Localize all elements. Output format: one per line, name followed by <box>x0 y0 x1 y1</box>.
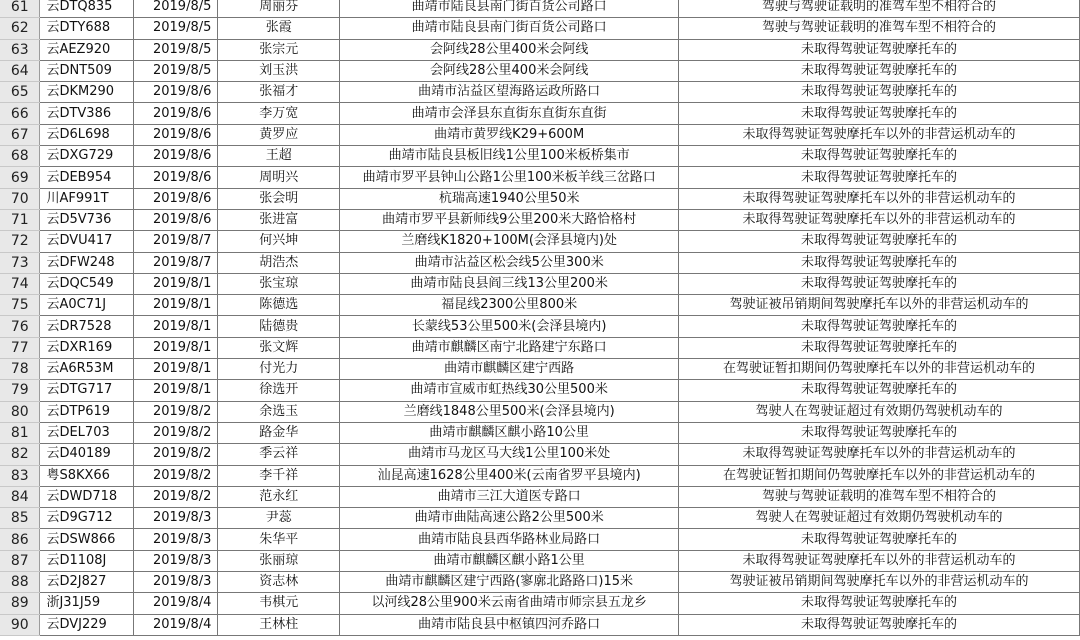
driver-name-cell[interactable]: 张宝琼 <box>218 273 340 294</box>
row-header[interactable]: 85 <box>0 508 40 529</box>
driver-name-cell[interactable]: 张会明 <box>218 188 340 209</box>
row-header[interactable]: 67 <box>0 124 40 145</box>
location-cell[interactable]: 曲靖市麒麟区麒小路1公里 <box>340 550 679 571</box>
violation-cell[interactable]: 未取得驾驶证驾驶摩托车的 <box>679 422 1080 443</box>
violation-cell[interactable]: 未取得驾驶证驾驶摩托车的 <box>679 60 1080 81</box>
location-cell[interactable]: 曲靖市黄罗线K29+600M <box>340 124 679 145</box>
row-header[interactable]: 68 <box>0 146 40 167</box>
date-cell[interactable]: 2019/8/6 <box>134 167 218 188</box>
driver-name-cell[interactable]: 尹蕊 <box>218 508 340 529</box>
location-cell[interactable]: 曲靖市陆良县南门街百货公司路口 <box>340 0 679 18</box>
driver-name-cell[interactable]: 资志林 <box>218 572 340 593</box>
row-header[interactable]: 77 <box>0 337 40 358</box>
date-cell[interactable]: 2019/8/4 <box>134 614 218 635</box>
violation-cell[interactable]: 驾驶人在驾驶证超过有效期仍驾驶机动车的 <box>679 508 1080 529</box>
location-cell[interactable]: 曲靖市陆良县中枢镇四河乔路口 <box>340 614 679 635</box>
table-row <box>0 231 1080 252</box>
location-cell[interactable]: 曲靖市沾益区松会线5公里300米 <box>340 252 679 273</box>
driver-name-cell[interactable]: 徐选开 <box>218 380 340 401</box>
location-cell[interactable]: 曲靖市麒麟区南宁北路建宁东路口 <box>340 337 679 358</box>
date-cell[interactable]: 2019/8/3 <box>134 550 218 571</box>
table-row <box>0 124 1080 145</box>
driver-name-cell[interactable]: 周明兴 <box>218 167 340 188</box>
row-header[interactable]: 66 <box>0 103 40 124</box>
location-cell[interactable]: 会阿线28公里400米会阿线 <box>340 60 679 81</box>
location-cell[interactable]: 曲靖市罗平县钟山公路1公里100米板羊线三岔路口 <box>340 167 679 188</box>
table-row <box>0 188 1080 209</box>
table-row <box>0 209 1080 230</box>
table-row <box>0 444 1080 465</box>
violation-cell[interactable]: 驾驶证被吊销期间驾驶摩托车以外的非营运机动车的 <box>679 572 1080 593</box>
driver-name-cell[interactable]: 韦棋元 <box>218 593 340 614</box>
location-cell[interactable]: 曲靖市麒麟区建宁西路 <box>340 359 679 380</box>
row-header[interactable]: 87 <box>0 550 40 571</box>
driver-name-cell[interactable]: 李万宽 <box>218 103 340 124</box>
driver-name-cell[interactable]: 陆德贵 <box>218 316 340 337</box>
location-cell[interactable]: 曲靖市麒麟区建宁西路(寥廓北路路口)15米 <box>340 572 679 593</box>
row-header[interactable]: 72 <box>0 231 40 252</box>
row-header[interactable]: 79 <box>0 380 40 401</box>
date-cell[interactable]: 2019/8/7 <box>134 252 218 273</box>
driver-name-cell[interactable]: 付光力 <box>218 359 340 380</box>
date-cell[interactable]: 2019/8/6 <box>134 124 218 145</box>
plate-cell[interactable]: 云DTG717 <box>40 380 134 401</box>
plate-cell[interactable]: 云DWD718 <box>40 486 134 507</box>
driver-name-cell[interactable]: 路金华 <box>218 422 340 443</box>
driver-name-cell[interactable]: 胡浩杰 <box>218 252 340 273</box>
location-cell[interactable]: 汕昆高速1628公里400米(云南省罗平县境内) <box>340 465 679 486</box>
row-header[interactable]: 83 <box>0 465 40 486</box>
driver-name-cell[interactable]: 李千祥 <box>218 465 340 486</box>
row-header[interactable]: 88 <box>0 572 40 593</box>
violation-cell[interactable]: 未取得驾驶证驾驶摩托车以外的非营运机动车的 <box>679 444 1080 465</box>
plate-cell[interactable]: 云A6R53M <box>40 359 134 380</box>
plate-cell[interactable]: 云D1108J <box>40 550 134 571</box>
location-cell[interactable]: 以河线28公里900米云南省曲靖市师宗县五龙乡 <box>340 593 679 614</box>
plate-cell[interactable]: 云DKM290 <box>40 82 134 103</box>
violation-cell[interactable]: 未取得驾驶证驾驶摩托车的 <box>679 529 1080 550</box>
location-cell[interactable]: 曲靖市三江大道医专路口 <box>340 486 679 507</box>
plate-cell[interactable]: 云DTV386 <box>40 103 134 124</box>
violation-cell[interactable]: 未取得驾驶证驾驶摩托车以外的非营运机动车的 <box>679 188 1080 209</box>
driver-name-cell[interactable]: 张丽琼 <box>218 550 340 571</box>
date-cell[interactable]: 2019/8/1 <box>134 316 218 337</box>
driver-name-cell[interactable]: 张霞 <box>218 18 340 39</box>
date-cell[interactable]: 2019/8/2 <box>134 465 218 486</box>
plate-cell[interactable]: 云D40189 <box>40 444 134 465</box>
table-row <box>0 401 1080 422</box>
violation-cell[interactable]: 驾驶证被吊销期间驾驶摩托车以外的非营运机动车的 <box>679 295 1080 316</box>
plate-cell[interactable]: 云D5V736 <box>40 209 134 230</box>
plate-cell[interactable]: 粤S8KX66 <box>40 465 134 486</box>
violation-cell[interactable]: 未取得驾驶证驾驶摩托车的 <box>679 273 1080 294</box>
row-header[interactable]: 78 <box>0 359 40 380</box>
row-header[interactable]: 75 <box>0 295 40 316</box>
plate-cell[interactable]: 云A0C71J <box>40 295 134 316</box>
plate-cell[interactable]: 云DR7528 <box>40 316 134 337</box>
date-cell[interactable]: 2019/8/5 <box>134 39 218 60</box>
date-cell[interactable]: 2019/8/2 <box>134 401 218 422</box>
row-header[interactable]: 74 <box>0 273 40 294</box>
plate-cell[interactable]: 云DFW248 <box>40 252 134 273</box>
violation-cell[interactable]: 未取得驾驶证驾驶摩托车的 <box>679 614 1080 635</box>
violation-cell[interactable]: 未取得驾驶证驾驶摩托车的 <box>679 252 1080 273</box>
date-cell[interactable]: 2019/8/3 <box>134 508 218 529</box>
plate-cell[interactable]: 云AEZ920 <box>40 39 134 60</box>
driver-name-cell[interactable]: 王超 <box>218 146 340 167</box>
table-row <box>0 359 1080 380</box>
plate-cell[interactable]: 云DVJ229 <box>40 614 134 635</box>
date-cell[interactable]: 2019/8/1 <box>134 359 218 380</box>
violation-cell[interactable]: 未取得驾驶证驾驶摩托车的 <box>679 167 1080 188</box>
violation-cell[interactable]: 驾驶与驾驶证载明的准驾车型不相符合的 <box>679 18 1080 39</box>
table-row <box>0 316 1080 337</box>
table-row <box>0 508 1080 529</box>
driver-name-cell[interactable]: 张文辉 <box>218 337 340 358</box>
driver-name-cell[interactable]: 余选玉 <box>218 401 340 422</box>
row-header[interactable]: 62 <box>0 18 40 39</box>
location-cell[interactable]: 曲靖市陆良县阎三线13公里200米 <box>340 273 679 294</box>
row-header[interactable]: 90 <box>0 614 40 635</box>
plate-cell[interactable]: 云DEB954 <box>40 167 134 188</box>
table-row <box>0 18 1080 39</box>
driver-name-cell[interactable]: 季云祥 <box>218 444 340 465</box>
plate-cell[interactable]: 云DEL703 <box>40 422 134 443</box>
location-cell[interactable]: 长蒙线53公里500米(会泽县境内) <box>340 316 679 337</box>
plate-cell[interactable]: 云DTP619 <box>40 401 134 422</box>
plate-cell[interactable]: 云DTQ835 <box>40 0 134 18</box>
date-cell[interactable]: 2019/8/3 <box>134 529 218 550</box>
table-row <box>0 60 1080 81</box>
table-row <box>0 103 1080 124</box>
location-cell[interactable]: 曲靖市宣威市虹热线30公里500米 <box>340 380 679 401</box>
date-cell[interactable]: 2019/8/2 <box>134 486 218 507</box>
table-row <box>0 572 1080 593</box>
date-cell[interactable]: 2019/8/4 <box>134 593 218 614</box>
plate-cell[interactable]: 云DXR169 <box>40 337 134 358</box>
table-row <box>0 614 1080 635</box>
table-row <box>0 550 1080 571</box>
driver-name-cell[interactable]: 刘玉洪 <box>218 60 340 81</box>
plate-cell[interactable]: 云DSW866 <box>40 529 134 550</box>
violation-cell[interactable]: 未取得驾驶证驾驶摩托车的 <box>679 380 1080 401</box>
table-row <box>0 167 1080 188</box>
location-cell[interactable]: 会阿线28公里400米会阿线 <box>340 39 679 60</box>
table-row <box>0 295 1080 316</box>
row-header[interactable]: 71 <box>0 209 40 230</box>
table-row <box>0 0 1080 18</box>
plate-cell[interactable]: 云DVU417 <box>40 231 134 252</box>
violation-cell[interactable]: 未取得驾驶证驾驶摩托车的 <box>679 593 1080 614</box>
date-cell[interactable]: 2019/8/1 <box>134 295 218 316</box>
location-cell[interactable]: 曲靖市曲陆高速公路2公里500米 <box>340 508 679 529</box>
row-header[interactable]: 70 <box>0 188 40 209</box>
table-row <box>0 465 1080 486</box>
driver-name-cell[interactable]: 朱华平 <box>218 529 340 550</box>
row-header[interactable]: 81 <box>0 422 40 443</box>
violation-cell[interactable]: 未取得驾驶证驾驶摩托车的 <box>679 103 1080 124</box>
table-row <box>0 486 1080 507</box>
row-header[interactable]: 76 <box>0 316 40 337</box>
table-row <box>0 252 1080 273</box>
plate-cell[interactable]: 云D2J827 <box>40 572 134 593</box>
row-header[interactable]: 63 <box>0 39 40 60</box>
table-row <box>0 422 1080 443</box>
violation-cell[interactable]: 在驾驶证暂扣期间仍驾驶摩托车以外的非营运机动车的 <box>679 465 1080 486</box>
table-row <box>0 39 1080 60</box>
date-cell[interactable]: 2019/8/7 <box>134 231 218 252</box>
location-cell[interactable]: 曲靖市罗平县新师线9公里200米大路恰格村 <box>340 209 679 230</box>
plate-cell[interactable]: 川AF991T <box>40 188 134 209</box>
driver-name-cell[interactable]: 王林柱 <box>218 614 340 635</box>
date-cell[interactable]: 2019/8/1 <box>134 337 218 358</box>
date-cell[interactable]: 2019/8/6 <box>134 103 218 124</box>
location-cell[interactable]: 曲靖市陆良县板旧线1公里100米板桥集市 <box>340 146 679 167</box>
violation-cell[interactable]: 驾驶与驾驶证载明的准驾车型不相符合的 <box>679 0 1080 18</box>
date-cell[interactable]: 2019/8/5 <box>134 0 218 18</box>
driver-name-cell[interactable]: 陈德选 <box>218 295 340 316</box>
violation-cell[interactable]: 驾驶与驾驶证载明的准驾车型不相符合的 <box>679 486 1080 507</box>
driver-name-cell[interactable]: 黄罗应 <box>218 124 340 145</box>
location-cell[interactable]: 曲靖市会泽县东直街东直街东直街 <box>340 103 679 124</box>
row-header[interactable]: 82 <box>0 444 40 465</box>
row-header[interactable]: 89 <box>0 593 40 614</box>
violation-cell[interactable]: 驾驶人在驾驶证超过有效期仍驾驶机动车的 <box>679 401 1080 422</box>
plate-cell[interactable]: 云DQC549 <box>40 273 134 294</box>
plate-cell[interactable]: 云D9G712 <box>40 508 134 529</box>
driver-name-cell[interactable]: 周丽芬 <box>218 0 340 18</box>
row-header[interactable]: 73 <box>0 252 40 273</box>
violation-cell[interactable]: 未取得驾驶证驾驶摩托车以外的非营运机动车的 <box>679 209 1080 230</box>
violation-cell[interactable]: 未取得驾驶证驾驶摩托车以外的非营运机动车的 <box>679 124 1080 145</box>
date-cell[interactable]: 2019/8/5 <box>134 60 218 81</box>
date-cell[interactable]: 2019/8/6 <box>134 209 218 230</box>
driver-name-cell[interactable]: 张宗元 <box>218 39 340 60</box>
location-cell[interactable]: 曲靖市陆良县西华路林业局路口 <box>340 529 679 550</box>
violation-cell[interactable]: 未取得驾驶证驾驶摩托车的 <box>679 82 1080 103</box>
violation-cell[interactable]: 未取得驾驶证驾驶摩托车的 <box>679 39 1080 60</box>
date-cell[interactable]: 2019/8/6 <box>134 188 218 209</box>
table-row <box>0 380 1080 401</box>
row-header[interactable]: 86 <box>0 529 40 550</box>
driver-name-cell[interactable]: 张福才 <box>218 82 340 103</box>
plate-cell[interactable]: 云D6L698 <box>40 124 134 145</box>
date-cell[interactable]: 2019/8/2 <box>134 444 218 465</box>
table-row <box>0 593 1080 614</box>
location-cell[interactable]: 曲靖市马龙区马大线1公里100米处 <box>340 444 679 465</box>
date-cell[interactable]: 2019/8/5 <box>134 18 218 39</box>
violation-cell[interactable]: 未取得驾驶证驾驶摩托车以外的非营运机动车的 <box>679 550 1080 571</box>
date-cell[interactable]: 2019/8/6 <box>134 146 218 167</box>
location-cell[interactable]: 杭瑞高速1940公里50米 <box>340 188 679 209</box>
violation-cell[interactable]: 未取得驾驶证驾驶摩托车的 <box>679 231 1080 252</box>
date-cell[interactable]: 2019/8/2 <box>134 422 218 443</box>
table-row <box>0 273 1080 294</box>
driver-name-cell[interactable]: 何兴坤 <box>218 231 340 252</box>
date-cell[interactable]: 2019/8/3 <box>134 572 218 593</box>
violation-cell[interactable]: 未取得驾驶证驾驶摩托车的 <box>679 146 1080 167</box>
violation-cell[interactable]: 在驾驶证暂扣期间仍驾驶摩托车以外的非营运机动车的 <box>679 359 1080 380</box>
location-cell[interactable]: 曲靖市沾益区望海路运政所路口 <box>340 82 679 103</box>
row-header[interactable]: 64 <box>0 60 40 81</box>
date-cell[interactable]: 2019/8/6 <box>134 82 218 103</box>
date-cell[interactable]: 2019/8/1 <box>134 273 218 294</box>
plate-cell[interactable]: 浙J31J59 <box>40 593 134 614</box>
violation-cell[interactable]: 未取得驾驶证驾驶摩托车的 <box>679 337 1080 358</box>
plate-cell[interactable]: 云DTY688 <box>40 18 134 39</box>
driver-name-cell[interactable]: 张进富 <box>218 209 340 230</box>
table-row <box>0 82 1080 103</box>
location-cell[interactable]: 福昆线2300公里800米 <box>340 295 679 316</box>
violation-cell[interactable]: 未取得驾驶证驾驶摩托车的 <box>679 316 1080 337</box>
location-cell[interactable]: 兰磨线1848公里500米(会泽县境内) <box>340 401 679 422</box>
driver-name-cell[interactable]: 范永红 <box>218 486 340 507</box>
row-header[interactable]: 80 <box>0 401 40 422</box>
location-cell[interactable]: 兰磨线K1820+100M(会泽县境内)处 <box>340 231 679 252</box>
location-cell[interactable]: 曲靖市麒麟区麒小路10公里 <box>340 422 679 443</box>
row-header[interactable]: 61 <box>0 0 40 18</box>
date-cell[interactable]: 2019/8/1 <box>134 380 218 401</box>
plate-cell[interactable]: 云DXG729 <box>40 146 134 167</box>
plate-cell[interactable]: 云DNT509 <box>40 60 134 81</box>
table-row <box>0 146 1080 167</box>
table-row <box>0 529 1080 550</box>
table-row <box>0 337 1080 358</box>
row-header[interactable]: 65 <box>0 82 40 103</box>
row-header[interactable]: 69 <box>0 167 40 188</box>
location-cell[interactable]: 曲靖市陆良县南门街百货公司路口 <box>340 18 679 39</box>
row-header[interactable]: 84 <box>0 486 40 507</box>
